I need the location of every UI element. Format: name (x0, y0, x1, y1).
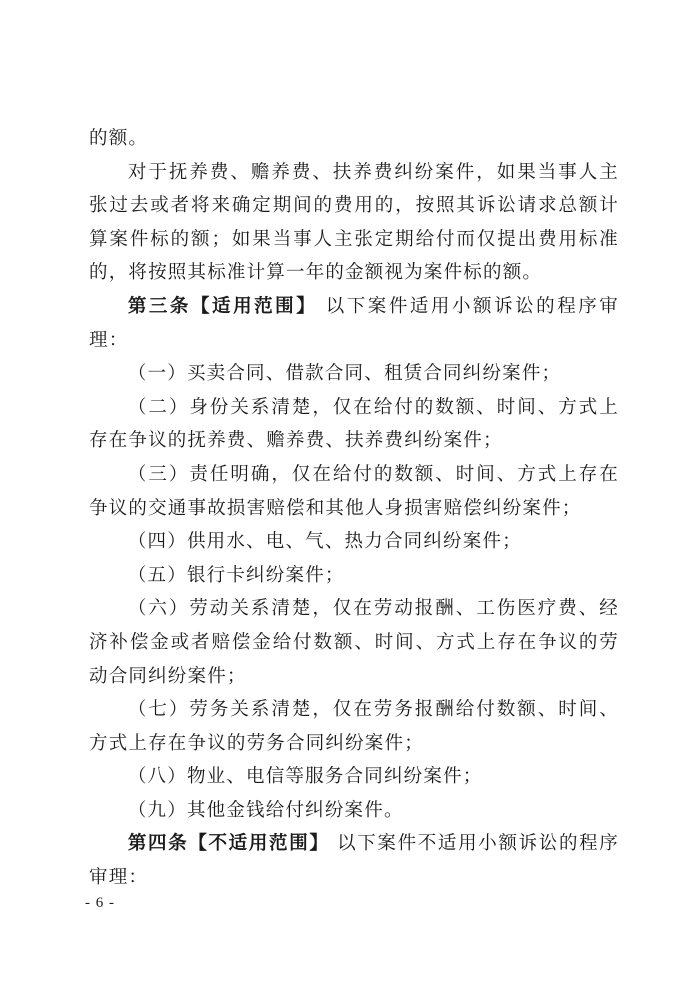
article-3-heading-paragraph (89, 290, 619, 357)
article-4-title: 第四条【不适用范围】 (127, 833, 330, 855)
list-item-7: （七）劳务关系清楚，仅在劳务报酬给付数额、时间、方式上存在争议的劳务合同纠纷案件； (89, 699, 619, 754)
paragraph-support-fees: 对于抚养费、赡养费、扶养费纠纷案件，如果当事人主张过去或者将来确定期间的费用的，按照其诉讼请求总额计算案件标的额；如果当事人主张定期给付而仅提出费用标准的，将按照其标准计算一年的金额视为案件标的额。 (89, 161, 619, 284)
list-item-9: （九）其他金钱给付纠纷案件。 (127, 799, 404, 821)
list-item-4: （四）供用水、电、气、热力合同纠纷案件； (127, 531, 522, 553)
list-item-2: （二）身份关系清楚，仅在给付的数额、时间、方式上存在争议的抚养费、赡养费、扶养费纠纷案件； (89, 396, 619, 452)
article-4-heading-paragraph (89, 827, 619, 894)
article-4-text: 以下案件不适用小额诉讼的程序审理： (89, 833, 619, 889)
page-number: - 6 - (85, 895, 115, 911)
list-item-3: （三）责任明确，仅在给付的数额、时间、方式上存在争议的交通事故损害赔偿和其他人身损害赔偿纠纷案件； (89, 463, 619, 519)
list-item-1: （一）买卖合同、借款合同、租赁合同纠纷案件； (127, 363, 562, 385)
article-3-text: 以下案件适用小额诉讼的程序审理： (89, 295, 619, 351)
list-item-6: （六）劳动关系清楚，仅在劳动报酬、工伤医疗费、经济补偿金或者赔偿金给付数额、时间、方式上存在争议的劳动合同纠纷案件； (89, 598, 619, 687)
article-3-title: 第三条【适用范围】 (127, 295, 318, 317)
paragraph-continuation: 的额。 (89, 128, 149, 149)
list-item-8: （八）物业、电信等服务合同纠纷案件； (127, 766, 483, 788)
document-body (89, 122, 619, 895)
list-item-5: （五）银行卡纠纷案件； (127, 564, 345, 586)
